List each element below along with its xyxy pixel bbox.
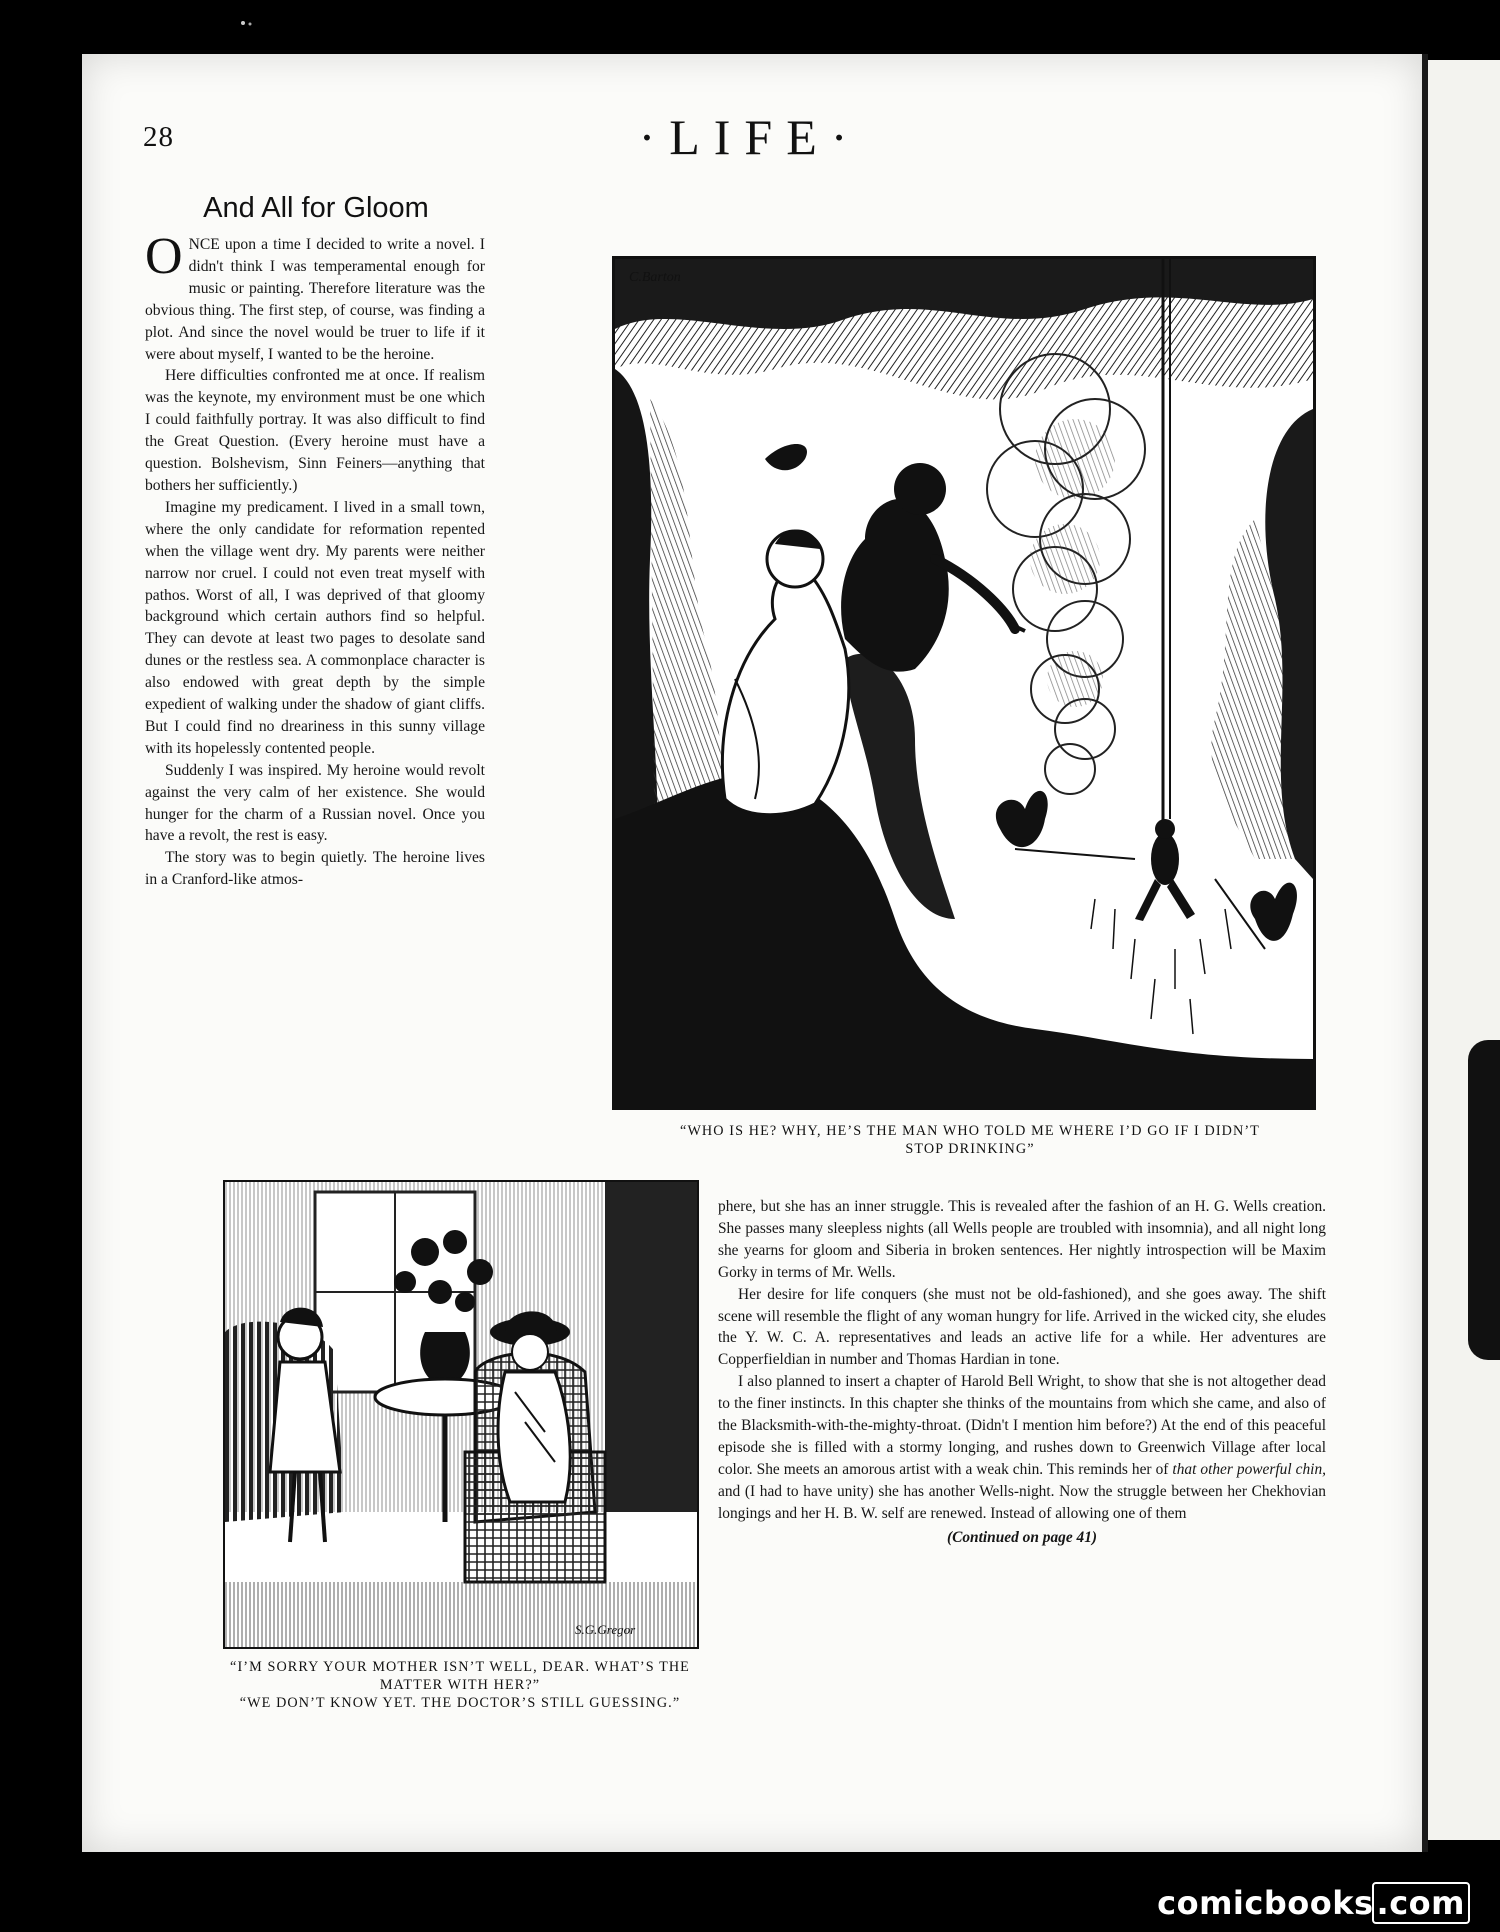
watermark-prefix: comicbooks	[1157, 1884, 1374, 1922]
paragraph-text: I also planned to insert a chapter of Harold Bell Wright, to show that she is not altogether dead to the finer instincts. In this chapter she thinks of the mountains from which she came, and also of the Blacksmith-with-the-mighty-throat. (Didn't I mention him before?) At the end of this peaceful episode she is filled with a stormy longing, and rushes down to Greenwich Village after local color. She meets an amorous artist with a weak chin. This reminds her of	[718, 1373, 1326, 1478]
article-column-left	[145, 234, 485, 1154]
paragraph-text: and (I had to have unity) she has another Wells-night. Now the struggle between her Chekhovian longings and her H. B. W. self are renewed. Instead of allowing one of them	[718, 1482, 1326, 1522]
caption-line: “WHO IS HE? WHY, HE’S THE MAN WHO TOLD ME WHERE I’D GO IF I DIDN’T	[680, 1123, 1260, 1139]
page-number: 28	[143, 121, 174, 153]
cartoon-caption-top	[640, 1122, 1300, 1158]
facing-page-edge	[1428, 60, 1500, 1840]
article-paragraph: Her desire for life conquers (she must not be old-fashioned), and she goes away. The shift scene will resemble the flight of any woman hungry for life. Arrived in the wicked city, she eludes the Y. W. C. A. representatives and leads an active life for a while. Her adventures are Copperfieldian in number and Thomas Hardian in tone.	[718, 1285, 1326, 1369]
caption-line: “I’M SORRY YOUR MOTHER ISN’T WELL, DEAR. WHAT’S THE	[230, 1659, 690, 1675]
article-paragraph: Suddenly I was inspired. My heroine would revolt against the very calm of her existence. She would hunger for the charm of a Russian novel. Once you have a revolt, the rest is easy.	[145, 761, 485, 845]
magazine-title: ·LIFE·	[638, 109, 862, 165]
cartoon-cliff-illustration	[612, 256, 1316, 1110]
cartoon-parlor-illustration	[223, 1180, 699, 1649]
article-paragraph	[145, 234, 485, 365]
site-watermark	[1157, 1884, 1470, 1922]
article-paragraph	[718, 1371, 1326, 1524]
drop-cap: O	[145, 234, 183, 285]
caption-line: STOP DRINKING”	[905, 1141, 1035, 1157]
paragraph-italic: that other powerful chin,	[1172, 1460, 1326, 1478]
article-paragraph: Here difficulties confronted me at once. If realism was the keynote, my environment must be one which I could faithfully portray. It was also difficult to find the Great Question. (Every heroine must have a question. Bolshevism, Sinn Feiners—anything that bothers her sufficiently.)	[145, 367, 485, 494]
illustrator-signature: C.Barton	[629, 270, 681, 285]
paragraph-text: NCE upon a time I decided to write a novel. I didn't think I was temperamental enough for music or painting. Therefore literature was the obvious thing. The first step, of course, was finding a plot. And since the novel would be truer to life if it were about myself, I wanted to be the heroine.	[145, 236, 485, 363]
article-paragraph: The story was to begin quietly. The heroine lives in a Cranford-like atmos-	[145, 849, 485, 889]
illustrator-signature: S.G.Gregor	[575, 1622, 636, 1637]
watermark-suffix: .com	[1372, 1882, 1470, 1924]
caption-line: “WE DON’T KNOW YET. THE DOCTOR’S STILL GUESSING.”	[239, 1695, 681, 1711]
caption-line: MATTER WITH HER?”	[379, 1677, 541, 1693]
article-column-right	[718, 1196, 1326, 1716]
continued-notice: (Continued on page 41)	[946, 1528, 1098, 1546]
scan-speck	[240, 14, 254, 22]
facing-page-strip	[1468, 1040, 1500, 1360]
article-title: And All for Gloom	[203, 192, 429, 224]
cartoon-caption-bottom	[220, 1658, 700, 1712]
article-paragraph: phere, but she has an inner struggle. This is revealed after the fashion of an H. G. Wells creation. She passes many sleepless nights (all Wells people are troubled with insomnia), and all night long she yearns for gloom and Siberia in broken sentences. Her nightly introspection will be Maxim Gorky in terms of Mr. Wells.	[718, 1198, 1326, 1281]
article-paragraph: Imagine my predicament. I lived in a small town, where the only candidate for reformation repented when the village went dry. My parents were neither narrow nor cruel. I could not even treat myself with pathos. Worst of all, I was deprived of that gloomy background which certain authors find so helpful. They can devote at least two pages to desolate sand dunes or the restless sea. A commonplace character is also endowed with great depth by the simple expedient of walking under the shadow of giant cliffs. But I could find no dreariness in this sunny village with its hopelessly contented people.	[145, 498, 485, 757]
cliff-drawing	[615, 259, 1313, 1107]
parlor-drawing	[225, 1182, 697, 1647]
